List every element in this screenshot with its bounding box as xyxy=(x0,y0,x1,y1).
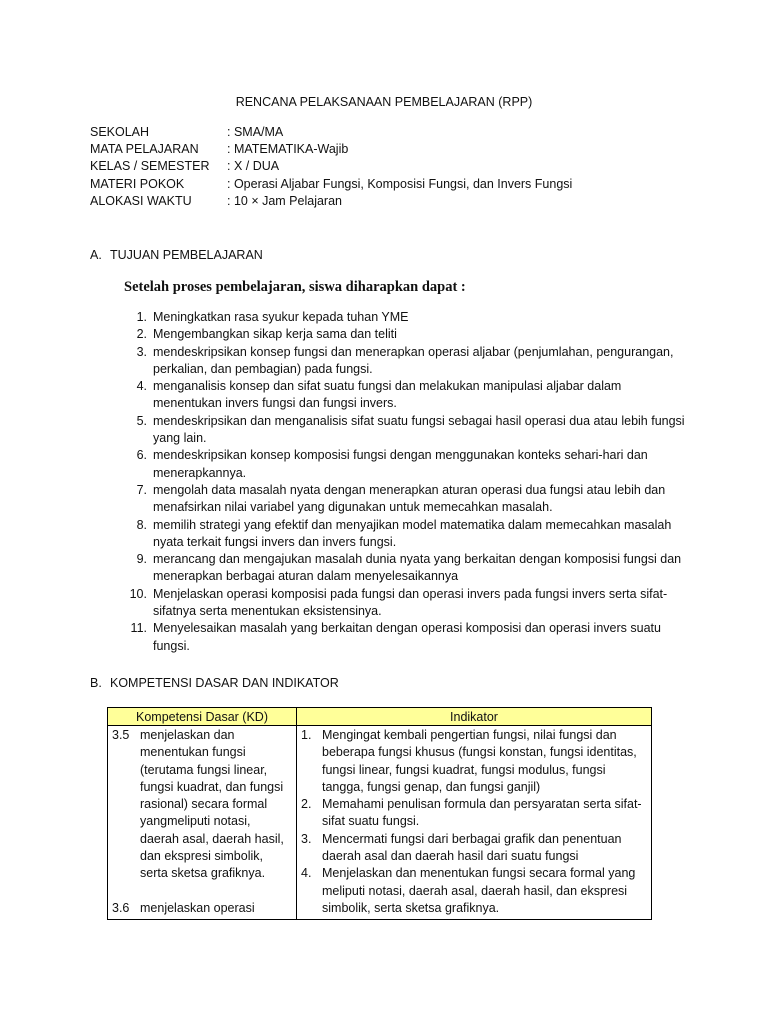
list-text: Memahami penulisan formula dan persyaratan serta sifat-sifat suatu fungsi. xyxy=(322,797,642,829)
list-number: 4. xyxy=(136,379,147,394)
list-item xyxy=(120,344,690,379)
section-letter: B. xyxy=(90,676,102,690)
kd-item xyxy=(112,727,292,883)
identity-row-alokasi-waktu xyxy=(90,193,572,210)
list-number: 1. xyxy=(301,728,312,742)
list-item xyxy=(120,620,690,655)
list-text: menganalisis konsep dan sifat suatu fungsi dan melakukan manipulasi aljabar dalam menentukan invers fungsi dan fungsi invers. xyxy=(153,379,622,411)
list-text: Mengingat kembali pengertian fungsi, nilai fungsi dan beberapa fungsi khusus (fungsi konstan, fungsi identitas, fungsi linear, fungsi kuadrat, fungsi modulus, fungsi tangga, fungsi genap, dan fungsi ganjil) xyxy=(322,728,637,794)
kd-text: menjelaskan dan menentukan fungsi (terutama fungsi linear, fungsi kuadrat, dan fungsi rasional) secara formal yangmeliputi notasi, daerah asal, daerah hasil, dan ekspresi simbolik, serta sketsa grafiknya. xyxy=(140,728,284,881)
identity-value: : MATEMATIKA-Wajib xyxy=(227,142,349,157)
list-number: 6. xyxy=(136,448,147,463)
list-item xyxy=(120,413,690,448)
list-text: mengolah data masalah nyata dengan menerapkan aturan operasi dua fungsi atau lebih dan menafsirkan nilai variabel yang digunakan untuk memecahkan masalah. xyxy=(153,482,666,515)
list-text: Menyelesaikan masalah yang berkaitan dengan operasi komposisi dan operasi invers suatu fungsi. xyxy=(153,621,661,653)
identity-value: : SMA/MA xyxy=(227,125,284,139)
goals-list xyxy=(120,309,690,655)
kd-code: 3.5 xyxy=(112,728,130,742)
list-number: 9. xyxy=(136,552,147,567)
list-number: 5. xyxy=(136,413,147,428)
identity-table xyxy=(90,124,572,210)
list-text: mendeskripsikan konsep komposisi fungsi dengan menggunakan konteks sehari-hari dan menerapkannya. xyxy=(153,448,648,480)
list-item xyxy=(120,447,690,482)
list-item xyxy=(301,727,647,796)
column-header-indikator: Indikator xyxy=(297,708,652,726)
list-text: Menjelaskan operasi komposisi pada fungsi dan operasi invers pada fungsi invers serta sifat-sifatnya serta menentukan eksistensinya. xyxy=(153,586,668,619)
list-number: 1. xyxy=(136,310,147,324)
identity-value: : Operasi Aljabar Fungsi, Komposisi Fungsi, dan Invers Fungsi xyxy=(227,176,573,191)
indikator-cell xyxy=(297,726,652,920)
list-item xyxy=(120,586,690,621)
list-text: Menjelaskan dan menentukan fungsi secara formal yang meliputi notasi, daerah asal, daerah hasil, dan ekspresi simbolik, serta sketsa grafiknya. xyxy=(322,866,636,915)
list-item xyxy=(120,309,690,326)
table-header-row xyxy=(108,708,652,726)
list-item xyxy=(120,378,690,413)
list-text: mendeskripsikan konsep fungsi dan menerapkan operasi aljabar (penjumlahan, pengurangan, perkalian, dan pembagian) pada fungsi. xyxy=(153,344,674,376)
identity-row-mata-pelajaran xyxy=(90,141,572,158)
list-item xyxy=(120,482,690,517)
identity-row-sekolah xyxy=(90,124,572,141)
identity-value: : 10 × Jam Pelajaran xyxy=(227,193,342,208)
goals-intro: Setelah proses pembelajaran, siswa diharapkan dapat : xyxy=(124,279,466,295)
table-row xyxy=(108,726,652,920)
document-title: RENCANA PELAKSANAAN PEMBELAJARAN (RPP) xyxy=(235,95,533,109)
list-number: 7. xyxy=(136,482,147,497)
identity-row-kelas-semester xyxy=(90,158,572,175)
list-item xyxy=(120,517,690,552)
list-number: 11. xyxy=(130,621,147,636)
section-a-heading xyxy=(90,247,263,264)
list-number: 4. xyxy=(301,866,312,881)
section-letter: A. xyxy=(90,248,102,262)
kd-cell xyxy=(108,726,297,920)
list-number: 3. xyxy=(136,344,147,359)
identity-row-materi-pokok xyxy=(90,176,572,193)
identity-value: : X / DUA xyxy=(227,159,280,174)
list-text: Meningkatkan rasa syukur kepada tuhan YME xyxy=(153,310,409,324)
list-number: 2. xyxy=(136,327,147,342)
list-item xyxy=(120,326,690,343)
section-heading-text: KOMPETENSI DASAR DAN INDIKATOR xyxy=(110,676,339,690)
list-item xyxy=(301,865,647,917)
list-item xyxy=(301,796,647,831)
list-number: 10. xyxy=(129,586,147,601)
list-text: merancang dan mengajukan masalah dunia nyata yang berkaitan dengan komposisi fungsi dan menerapkan berbagai aturan dalam menyelesaikannya xyxy=(153,552,682,584)
list-text: Mengembangkan sikap kerja sama dan teliti xyxy=(153,327,397,342)
kd-item xyxy=(112,900,292,917)
list-text: Mencermati fungsi dari berbagai grafik dan penentuan daerah asal dan daerah hasil dari suatu fungsi xyxy=(322,831,622,864)
identity-label: SEKOLAH xyxy=(90,125,150,139)
list-item xyxy=(120,551,690,586)
identity-label: MATA PELAJARAN xyxy=(90,142,199,157)
list-text: mendeskripsikan dan menganalisis sifat suatu fungsi sebagai hasil operasi dua atau lebih fungsi yang lain. xyxy=(153,413,685,446)
kd-code: 3.6 xyxy=(112,900,130,915)
list-number: 2. xyxy=(301,797,312,812)
list-item xyxy=(301,831,647,866)
list-number: 8. xyxy=(136,517,147,532)
identity-label: KELAS / SEMESTER xyxy=(90,159,210,174)
column-header-kd: Kompetensi Dasar (KD) xyxy=(108,708,297,726)
list-text: memilih strategi yang efektif dan menyajikan model matematika dalam memecahkan masalah nyata terkait fungsi invers dan invers fungsi. xyxy=(153,517,672,549)
identity-label: ALOKASI WAKTU xyxy=(90,193,192,208)
kd-indikator-table xyxy=(107,707,652,920)
section-b-heading xyxy=(90,675,339,692)
list-number: 3. xyxy=(301,831,312,846)
kd-text: menjelaskan operasi xyxy=(140,900,255,915)
identity-label: MATERI POKOK xyxy=(90,176,185,191)
section-heading-text: TUJUAN PEMBELAJARAN xyxy=(110,248,263,262)
